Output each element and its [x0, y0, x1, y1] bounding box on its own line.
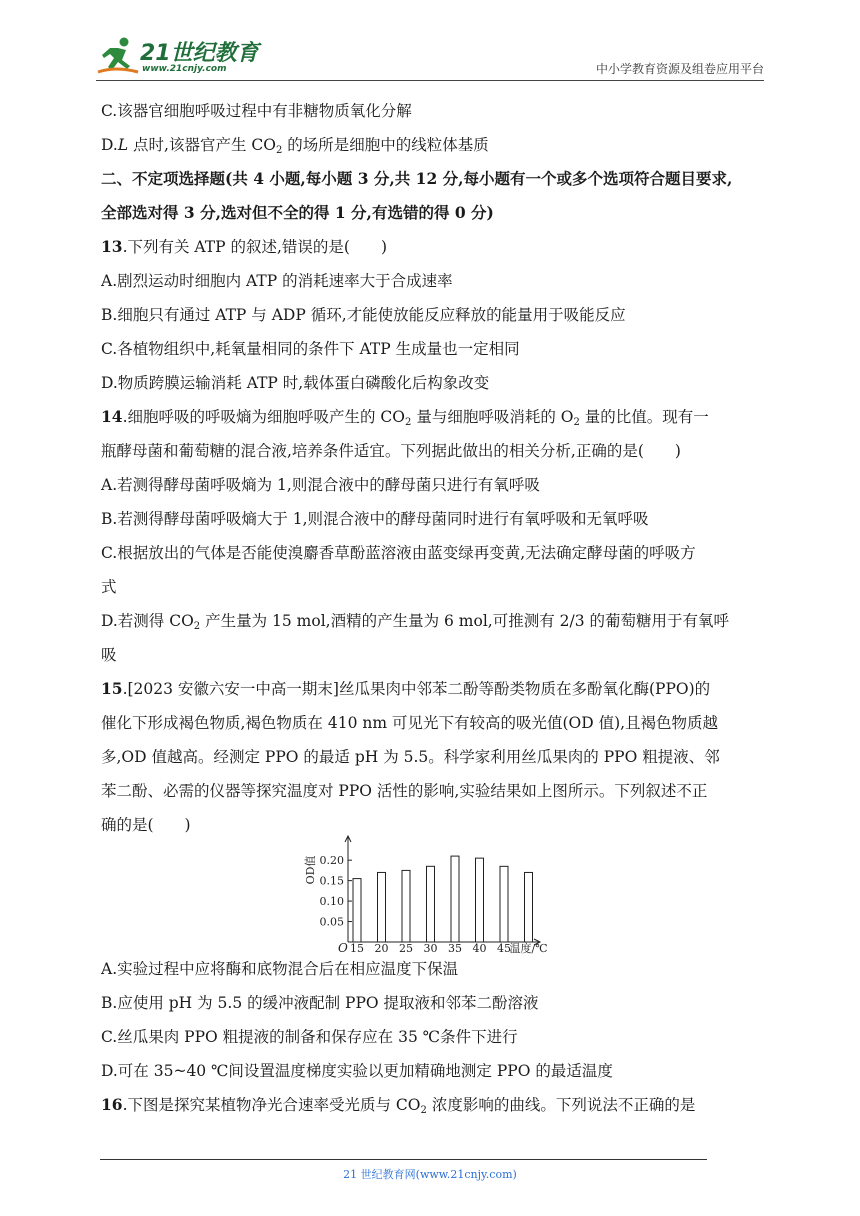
text-line [101, 576, 117, 598]
bar [402, 870, 410, 942]
x-tick-label: 20 [374, 942, 389, 955]
text-span: 确的是( ) [101, 816, 191, 834]
text-line [101, 542, 696, 564]
logo-text: 21世纪教育 [140, 41, 259, 66]
bar [378, 872, 386, 942]
text-span: D.可在 35~40 ℃间设置温度梯度实验以更加精确地测定 PPO 的最适温度 [101, 1062, 613, 1080]
text-line [101, 678, 710, 700]
text-line [101, 780, 707, 802]
text-span: .下列有关 ATP 的叙述,错误的是( ) [122, 238, 387, 256]
text-span: D. [101, 136, 118, 154]
text-line [101, 236, 387, 258]
text-line [101, 202, 494, 224]
text-line [101, 644, 117, 666]
text-span: 14 [101, 407, 123, 426]
platform-title: 中小学教育资源及组卷应用平台 [595, 62, 764, 76]
text-span: B.细胞只有通过 ATP 与 ADP 循环,才能使放能反应释放的能量用于吸能反应 [101, 306, 626, 324]
text-line [101, 508, 649, 530]
x-tick-label: 40 [472, 942, 487, 955]
text-span: 15 [101, 679, 123, 698]
text-span: A.剧烈运动时细胞内 ATP 的消耗速率大于合成速率 [101, 272, 453, 290]
footer-divider [100, 1159, 707, 1160]
header-divider [96, 80, 764, 81]
text-span: 催化下形成褐色物质,褐色物质在 410 nm 可见光下有较高的吸光值(OD 值),且褐色物质越 [101, 714, 719, 732]
y-tick-label: 0.20 [319, 854, 344, 868]
logo-url: www.21cnjy.com [142, 64, 227, 74]
site-logo [96, 34, 266, 78]
x-tick-label: 35 [448, 942, 462, 955]
bar [525, 872, 533, 942]
x-tick-label: 30 [423, 942, 438, 955]
text-line [101, 1094, 695, 1116]
text-line [101, 1026, 518, 1048]
subscript: 2 [193, 621, 201, 632]
text-span: 全部选对得 3 分,选对但不全的得 1 分,有选错的得 0 分) [101, 203, 494, 222]
text-span: 13 [101, 237, 123, 256]
text-span: C.丝瓜果肉 PPO 粗提液的制备和保存应在 35 ℃条件下进行 [101, 1028, 518, 1046]
page-header [96, 34, 764, 80]
text-line [101, 100, 412, 122]
text-line [101, 406, 709, 428]
x-tick-label: 15 [350, 942, 364, 955]
text-span: 多,OD 值越高。经测定 PPO 的最适 pH 为 5.5。科学家利用丝瓜果肉的 PPO 粗提液、邻 [101, 748, 720, 766]
text-span: 产生量为 15 mol,酒精的产生量为 6 mol,可推测有 2/3 的葡萄糖用于有氧呼 [200, 612, 730, 630]
text-span: 点时,该器官产生 CO [128, 136, 276, 154]
text-line [101, 746, 720, 768]
text-line [101, 610, 729, 632]
origin-label: O [338, 941, 348, 955]
text-span: 量的比值。现有一 [579, 408, 709, 426]
text-span: 16 [101, 1095, 123, 1114]
text-line [101, 168, 732, 190]
text-span: B.应使用 pH 为 5.5 的缓冲液配制 PPO 提取液和邻苯二酚溶液 [101, 994, 539, 1012]
text-line [101, 474, 540, 496]
bar [427, 866, 435, 942]
text-line [101, 372, 489, 394]
y-tick-label: 0.15 [319, 874, 344, 888]
bar [476, 858, 484, 942]
text-line [101, 992, 539, 1014]
text-line [101, 712, 718, 734]
chart-svg [300, 830, 590, 962]
y-tick-label: 0.10 [319, 895, 344, 909]
text-line [101, 814, 191, 836]
text-span: 式 [101, 578, 117, 596]
x-axis-label: 温度/℃ [509, 942, 548, 955]
text-span: D.物质跨膜运输消耗 ATP 时,载体蛋白磷酸化后构象改变 [101, 374, 490, 392]
text-span: D.若测得 CO [101, 612, 194, 630]
x-tick-label: 45 [497, 942, 511, 955]
text-span: .细胞呼吸的呼吸熵为细胞呼吸产生的 CO [122, 408, 406, 426]
y-tick-label: 0.05 [319, 915, 344, 929]
text-span: 浓度影响的曲线。下列说法不正确的是 [426, 1096, 696, 1114]
text-span: C.该器官细胞呼吸过程中有非糖物质氧化分解 [101, 102, 412, 120]
text-span: 量与细胞呼吸消耗的 O [411, 408, 574, 426]
text-span: 苯二酚、必需的仪器等探究温度对 PPO 活性的影响,实验结果如上图所示。下列叙述不正 [101, 782, 708, 800]
subscript: 2 [405, 417, 412, 428]
text-span: .下图是探究某植物净光合速率受光质与 CO [122, 1096, 421, 1114]
text-span: B.若测得酵母菌呼吸熵大于 1,则混合液中的酵母菌同时进行有氧呼吸和无氧呼吸 [101, 510, 649, 528]
text-line [101, 1060, 613, 1082]
subscript: 2 [573, 417, 580, 428]
bar [353, 879, 361, 942]
text-line [101, 304, 626, 326]
footer-text: 21 世纪教育网(www.21cnjy.com) [343, 1168, 517, 1181]
bar [500, 866, 508, 942]
x-tick-label: 25 [399, 942, 413, 955]
bar [451, 856, 459, 942]
text-span: C.各植物组织中,耗氧量相同的条件下 ATP 生成量也一定相同 [101, 340, 520, 358]
text-span: C.根据放出的气体是否能使溴麝香草酚蓝溶液由蓝变绿再变黄,无法确定酵母菌的呼吸方 [101, 544, 696, 562]
subscript: 2 [420, 1105, 427, 1116]
runner-logo-icon [96, 36, 140, 76]
text-span: 瓶酵母菌和葡萄糖的混合液,培养条件适宜。下列据此做出的相关分析,正确的是( ) [101, 442, 681, 460]
text-line [101, 270, 453, 292]
subscript: 2 [275, 145, 283, 156]
text-line [101, 338, 520, 360]
text-span: L [117, 136, 129, 154]
text-span: A.实验过程中应将酶和底物混合后在相应温度下保温 [101, 960, 459, 978]
text-span: .[2023 安徽六安一中高一期末]丝瓜果肉中邻苯二酚等酚类物质在多酚氧化酶(PPO)的 [122, 680, 711, 698]
text-span: 二、不定项选择题(共 4 小题,每小题 3 分,共 12 分,每小题有一个或多个选项符合题目要求, [101, 169, 733, 188]
text-line [101, 440, 681, 462]
text-line [101, 134, 489, 156]
od-bar-chart [300, 830, 590, 962]
text-span: 吸 [101, 646, 117, 664]
text-span: A.若测得酵母菌呼吸熵为 1,则混合液中的酵母菌只进行有氧呼吸 [101, 476, 540, 494]
y-axis-label: OD值 [304, 855, 317, 885]
text-span: 的场所是细胞中的线粒体基质 [282, 136, 489, 154]
